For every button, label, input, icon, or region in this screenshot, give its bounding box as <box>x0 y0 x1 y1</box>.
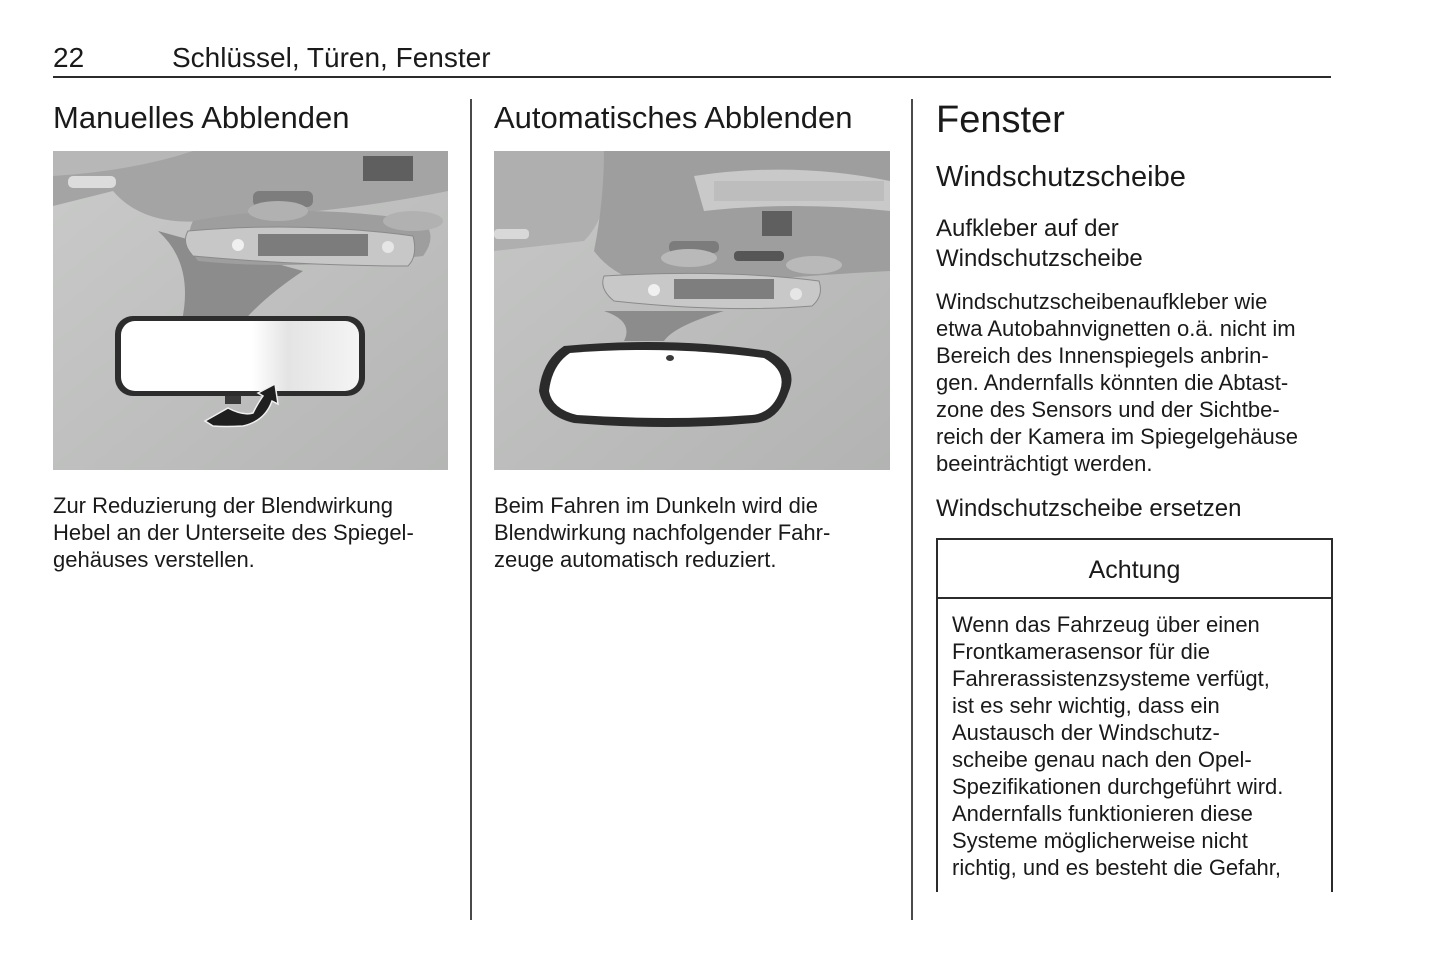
column-windows <box>936 98 1065 142</box>
column-divider <box>911 99 913 920</box>
replace-heading-block <box>936 494 1241 524</box>
mirror-illustration <box>494 151 890 470</box>
warning-text: Wenn das Fahrzeug über einen Frontkamerasensor für die Fahrerassistenzsysteme verfügt, ist es sehr wichtig, dass ein Austausch der Windschutz- scheibe genau nach den Opel- Spezifikationen durchgeführt wird. Andernfalls funktionieren diese Systeme möglicherweise nicht richtig, und es besteht die Gefahr, <box>952 612 1284 880</box>
section-heading: Manuelles Abblenden <box>53 100 350 135</box>
replace-heading: Windschutzscheibe ersetzen <box>936 495 1242 522</box>
paragraph-automatic: Beim Fahren im Dunkeln wird die Blendwirkung nachfolgender Fahr- zeuge automatisch reduziert. <box>494 493 831 572</box>
section-heading: Automatisches Abblenden <box>494 100 853 135</box>
paragraph-manual: Zur Reduzierung der Blendwirkung Hebel an der Unterseite des Spiegel- gehäuses verstellen. <box>53 493 414 572</box>
warning-box <box>936 538 1333 892</box>
mirror-illustration <box>53 151 448 470</box>
warning-title: Achtung <box>938 540 1331 599</box>
column-manual-dimming <box>53 98 349 138</box>
figure-automatic-mirror <box>494 151 890 470</box>
sticker-heading-block <box>936 214 1143 274</box>
figure-manual-mirror <box>53 151 448 470</box>
column-divider <box>470 99 472 920</box>
light-sensor <box>666 355 674 361</box>
running-title: Schlüssel, Türen, Fenster <box>172 42 491 73</box>
paragraph-sticker: Windschutzscheibenaufkleber wie etwa Autobahnvignetten o.ä. nicht im Bereich des Innenspiegels anbrin- gen. Andernfalls könnten die Abtast- zone des Sensors und der Sichtbe- reich der Kamera im Spiegelgehäuse beeinträchtigt werden. <box>936 289 1298 476</box>
page-header <box>53 40 1331 78</box>
subtitle-block <box>936 159 1186 195</box>
section-subtitle: Windschutzscheibe <box>936 161 1186 193</box>
page-number: 22 <box>53 42 85 73</box>
sticker-heading: Windschutzscheibe <box>936 245 1143 272</box>
column-automatic-dimming <box>494 98 852 138</box>
sticker-heading: Aufkleber auf der <box>936 215 1119 242</box>
chapter-title: Fenster <box>936 99 1065 141</box>
